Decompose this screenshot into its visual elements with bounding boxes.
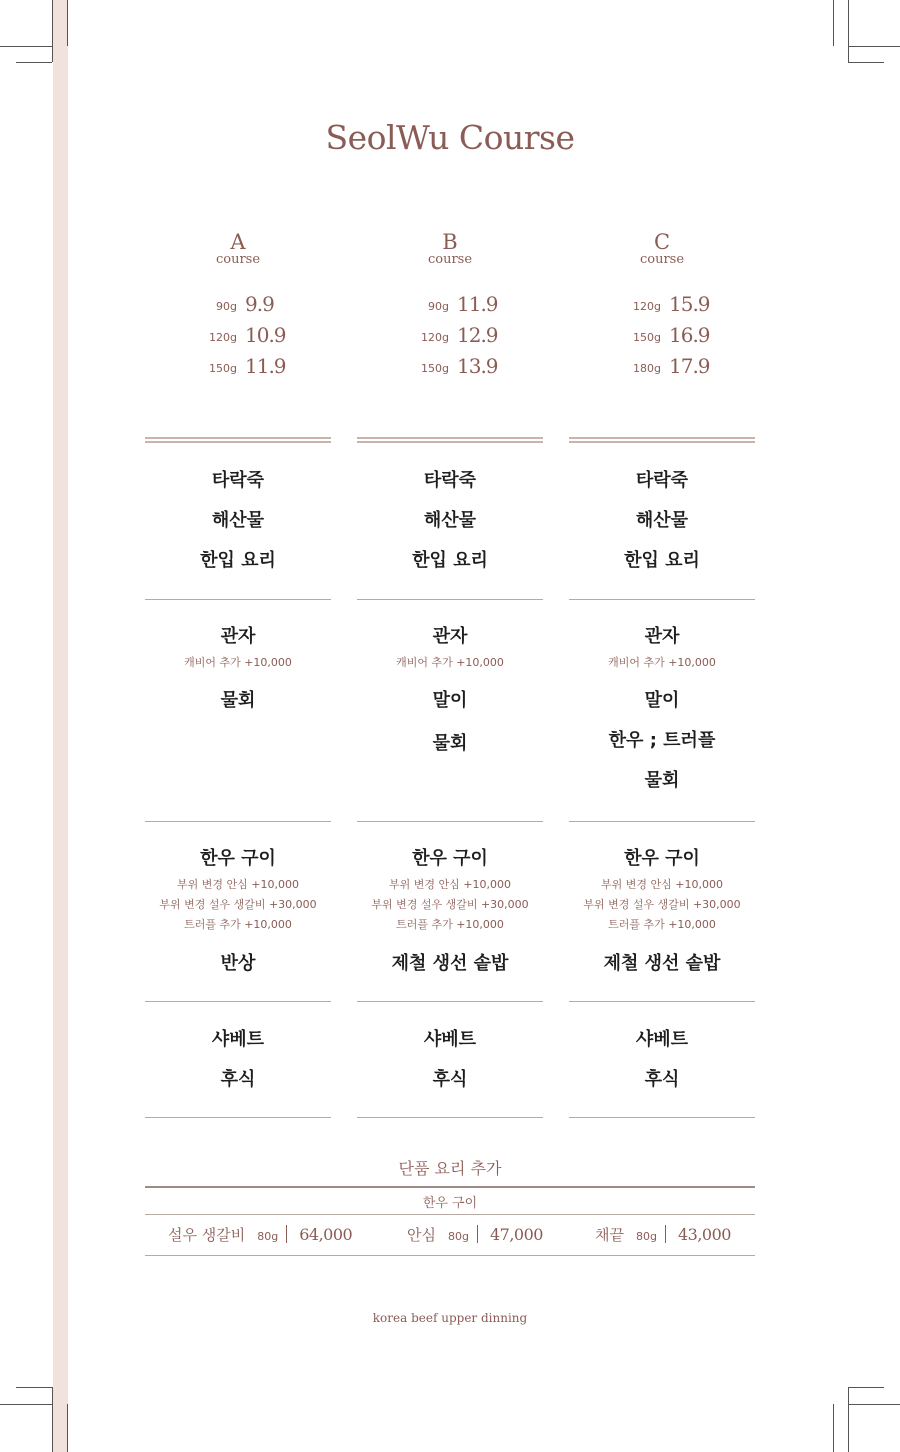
course-letter: C [653,230,671,254]
option-note: 부위 변경 안심 +10,000 [177,878,299,891]
divider [357,1001,543,1002]
price-row [569,292,755,320]
option-note: 부위 변경 안심 +10,000 [389,878,511,891]
menu-item: 관자 [432,626,468,647]
crop-mark-top-left-h1 [0,46,52,47]
addon-item-name: 안심 [407,1226,436,1244]
weight-label: 90g [428,300,449,313]
divider [569,1117,755,1118]
price-row [357,292,543,320]
menu-item: 한입 요리 [412,550,488,571]
addon-title: 단품 요리 추가 [398,1159,502,1178]
crop-mark-top-left-v1 [52,0,53,62]
addon-mid-rule [145,1214,755,1215]
menu-item: 후식 [220,1069,256,1090]
crop-mark-bottom-left-v2 [67,1404,68,1452]
menu-item: 해산물 [211,510,265,531]
addon-item-weight: 80g [257,1230,279,1243]
price-value: 9.9 [245,292,274,316]
weight-label: 120g [633,300,661,313]
menu-item: 후식 [432,1069,468,1090]
menu-item: 해산물 [635,510,689,531]
crop-mark-top-right-v2 [833,0,834,46]
double-divider [357,437,543,443]
weight-label: 90g [216,300,237,313]
crop-mark-bottom-right-h2 [848,1404,900,1405]
addon-item-weight: 80g [635,1230,657,1243]
weight-label: 150g [421,362,449,375]
crop-mark-top-left-v2 [67,0,68,46]
crop-mark-bottom-left-h2 [0,1404,52,1405]
price-row [569,323,755,351]
addon-item-price: 43,000 [677,1225,731,1244]
weight-label: 120g [209,331,237,344]
price-value: 17.9 [669,354,710,378]
menu-item: 한우 구이 [412,848,488,869]
menu-item: 타락죽 [635,470,689,491]
option-note: 부위 변경 안심 +10,000 [601,878,723,891]
page-title: SeolWu Course [325,118,575,157]
option-note: 부위 변경 설우 생갈비 +30,000 [159,898,317,911]
addon-bottom-rule [145,1255,755,1256]
divider [145,599,331,600]
divider [569,1001,755,1002]
crop-mark-top-left-h2 [16,62,52,63]
option-note: 트러플 추가 +10,000 [396,918,504,931]
price-value: 15.9 [669,292,710,316]
course-letter: B [442,230,458,254]
menu-item: 한우 구이 [200,848,276,869]
menu-item: 해산물 [423,510,477,531]
option-note: 캐비어 추가 +10,000 [608,656,716,669]
divider [145,1001,331,1002]
price-row [145,354,331,382]
option-note: 트러플 추가 +10,000 [184,918,292,931]
weight-label: 150g [209,362,237,375]
menu-item: 관자 [220,626,256,647]
divider [357,599,543,600]
course-b-header [357,230,543,266]
menu-item: 샤베트 [423,1029,477,1050]
divider [569,599,755,600]
menu-item: 반상 [220,953,256,974]
menu-item: 관자 [644,626,680,647]
left-decorative-stripe [53,0,68,1452]
option-note: 부위 변경 설우 생갈비 +30,000 [583,898,741,911]
price-row [569,354,755,382]
divider [145,1117,331,1118]
price-value: 16.9 [669,323,710,347]
price-row [357,354,543,382]
option-note: 부위 변경 설우 생갈비 +30,000 [371,898,529,911]
price-value: 10.9 [245,323,286,347]
weight-label: 120g [421,331,449,344]
menu-item: 한입 요리 [624,550,700,571]
crop-mark-top-right-h1 [848,46,900,47]
price-row [145,323,331,351]
option-note: 트러플 추가 +10,000 [608,918,716,931]
price-value: 13.9 [457,354,498,378]
addon-item-name: 설우 생갈비 [168,1226,246,1244]
price-value: 12.9 [457,323,498,347]
price-row [145,292,331,320]
weight-label: 180g [633,362,661,375]
menu-item: 제철 생선 솥밥 [603,953,721,974]
addon-item-weight: 80g [447,1230,469,1243]
addon-item [168,1224,352,1248]
option-note: 캐비어 추가 +10,000 [396,656,504,669]
crop-mark-bottom-right-h1 [848,1387,884,1388]
menu-item: 물회 [432,733,468,754]
addon-item-price: 64,000 [299,1225,353,1244]
divider [357,821,543,822]
double-divider [145,437,331,443]
course-sub: course [215,252,261,267]
course-letter: A [230,230,246,254]
menu-item: 한입 요리 [200,550,276,571]
menu-item: 한우 ; 트러플 [608,730,716,751]
addon-item [407,1224,543,1248]
menu-item: 후식 [644,1069,680,1090]
addon-item-separator [477,1225,478,1243]
crop-mark-bottom-left-v1 [52,1387,53,1452]
crop-mark-top-right-v1 [848,0,849,62]
menu-item: 한우 구이 [624,848,700,869]
addon-item-separator [286,1225,287,1243]
addon-item-price: 47,000 [489,1225,543,1244]
footer-tagline: korea beef upper dinning [372,1311,528,1325]
menu-item: 샤베트 [635,1029,689,1050]
price-value: 11.9 [245,354,286,378]
price-row [357,323,543,351]
addon-top-rule [145,1186,755,1188]
divider [569,821,755,822]
course-sub: course [427,252,473,267]
divider [145,821,331,822]
menu-item: 타락죽 [423,470,477,491]
menu-item: 물회 [644,770,680,791]
option-note: 캐비어 추가 +10,000 [184,656,292,669]
crop-mark-top-right-h2 [848,62,884,63]
course-a-header [145,230,331,266]
course-c-header [569,230,755,266]
crop-mark-bottom-right-v1 [848,1387,849,1452]
addon-subtitle: 한우 구이 [422,1196,478,1211]
crop-mark-bottom-left-h1 [16,1387,52,1388]
addon-item-separator [665,1225,666,1243]
price-value: 11.9 [457,292,498,316]
menu-item: 말이 [432,690,468,711]
menu-item: 타락죽 [211,470,265,491]
addon-item-name: 채끝 [595,1226,624,1244]
addon-item [595,1224,731,1248]
crop-mark-bottom-right-v2 [833,1404,834,1452]
weight-label: 150g [633,331,661,344]
menu-item: 물회 [220,690,256,711]
double-divider [569,437,755,443]
course-sub: course [639,252,685,267]
divider [357,1117,543,1118]
menu-item: 샤베트 [211,1029,265,1050]
menu-item: 제철 생선 솥밥 [391,953,509,974]
menu-item: 말이 [644,690,680,711]
